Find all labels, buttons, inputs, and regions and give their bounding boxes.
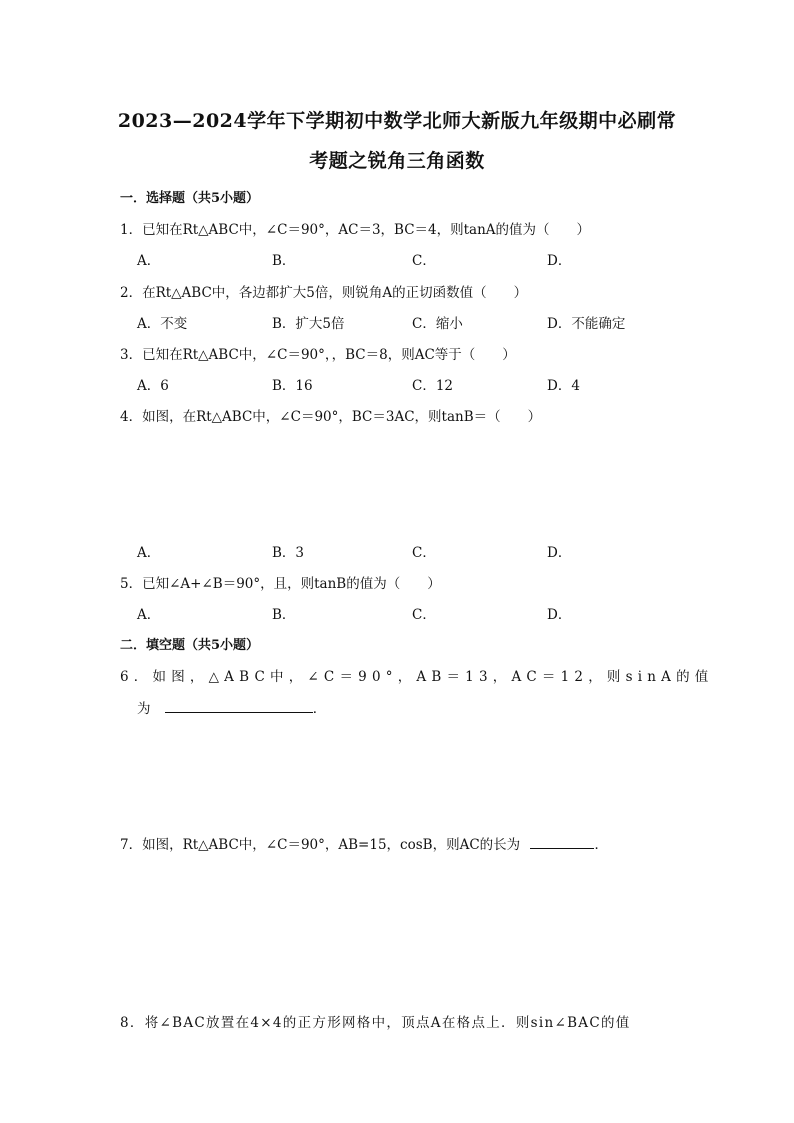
q6-answer-blank[interactable] — [165, 700, 313, 713]
q7-answer-blank[interactable] — [530, 836, 594, 849]
title-line-2: 考题之锐角三角函数 — [309, 150, 485, 172]
q5-option-c: C． — [412, 607, 436, 623]
q1-option-b: B． — [272, 253, 296, 269]
q6-suffix: ． — [312, 701, 327, 717]
q3-option-d: D．4 — [547, 378, 580, 394]
q1-option-d: D． — [547, 253, 572, 269]
question-8: 8．将∠BAC放置在4×4的正方形网格中，顶点A在格点上．则sin∠BAC的值 — [120, 1015, 631, 1031]
question-7 — [120, 833, 608, 853]
q1-option-a: A． — [137, 253, 161, 269]
q2-option-d: D．不能确定 — [547, 316, 626, 332]
q4-option-b: B．3 — [272, 545, 305, 561]
q1-option-c: C． — [412, 253, 436, 269]
q5-option-d: D． — [547, 607, 572, 623]
q4-option-d: D． — [547, 545, 572, 561]
q7-text: 7．如图，Rt△ABC中，∠C＝90°，AB=15，cosB，则AC的长为 — [120, 837, 521, 853]
q4-label-a: A — [147, 436, 156, 450]
q7-label-b: B — [138, 980, 147, 994]
question-5: 5．已知∠A+∠B＝90°，且，则tanB的值为（ ） — [120, 576, 441, 592]
q6-label-b: B — [287, 728, 296, 742]
q6-label-c: C — [290, 803, 300, 817]
section-choice-header: 一．选择题（共5小题） — [120, 191, 260, 206]
q5-option-a: A． — [137, 607, 161, 623]
question-6-line-2 — [137, 697, 326, 717]
question-3: 3．已知在Rt△ABC中，∠C＝90°，，BC＝8，则AC等于（ ） — [120, 347, 516, 363]
q4-label-c: C — [138, 510, 148, 524]
q7-label-c: C — [231, 978, 241, 992]
q3-option-a: A．6 — [137, 378, 169, 394]
q4-label-b: B — [289, 512, 298, 526]
q4-option-c: C． — [412, 545, 436, 561]
section-fill-header: 二．填空题（共5小题） — [120, 638, 260, 653]
q2-option-b: B．扩大5倍 — [272, 316, 345, 332]
question-1: 1．已知在Rt△ABC中，∠C＝90°，AC＝3，BC＝4，则tanA的值为（ ） — [120, 222, 591, 238]
question-4: 4．如图，在Rt△ABC中，∠C＝90°，BC＝3AC，则tanB＝（ ） — [120, 409, 542, 425]
q2-option-c: C．缩小 — [412, 316, 463, 332]
q7-label-a: A — [225, 861, 234, 875]
question-2: 2．在Rt△ABC中，各边都扩大5倍，则锐角A的正切函数值（ ） — [120, 285, 528, 301]
q3-option-c: C．12 — [412, 378, 454, 394]
q5-option-b: B． — [272, 607, 296, 623]
question-6-line-1: 6．如图，△ABC中，∠C＝90°，AB＝13，AC＝12，则sinA的值 — [120, 669, 714, 685]
q7-suffix: ． — [594, 837, 608, 853]
title-line-1: 2023—2024学年下学期初中数学北师大新版九年级期中必刷常 — [117, 110, 677, 132]
q6-label-a: A — [137, 795, 146, 809]
q3-option-b: B．16 — [272, 378, 313, 394]
q6-prefix: 为 — [137, 701, 151, 717]
q2-option-a: A．不变 — [137, 316, 188, 332]
q4-option-a: A． — [137, 545, 161, 561]
